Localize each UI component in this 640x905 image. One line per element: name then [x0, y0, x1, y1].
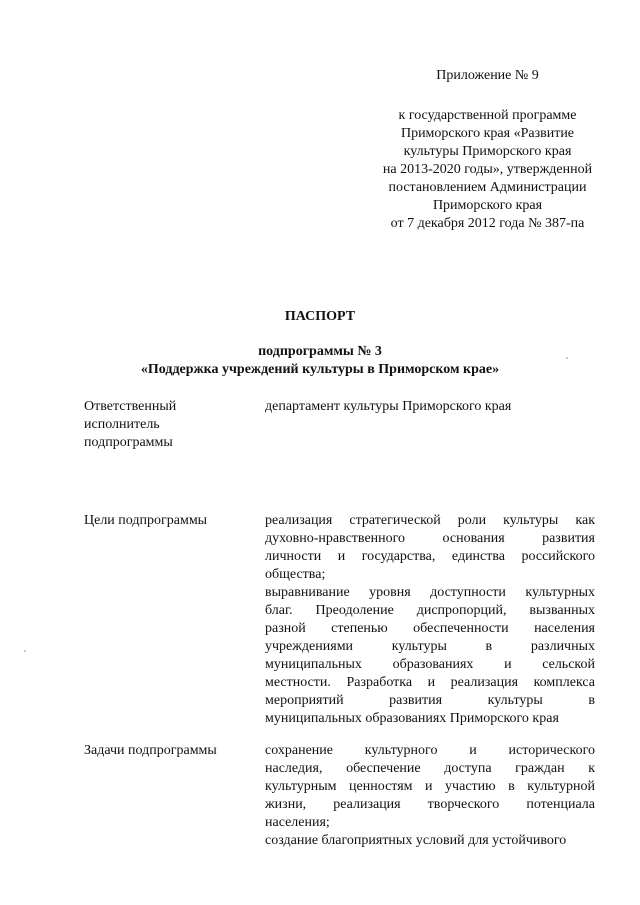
appendix-line: к государственной программе: [398, 108, 577, 123]
appendix-title: Приложение № 9: [436, 68, 539, 83]
subprogram-title: [0, 343, 640, 379]
passport-title: ПАСПОРТ: [284, 309, 356, 324]
row-label-line: Цели подпрограммы: [84, 513, 208, 528]
row-value-line: личности и государства, единства российского: [265, 549, 595, 564]
scan-speck: [24, 650, 26, 652]
row-value-line: благ. Преодоление диспропорций, вызванных: [265, 603, 595, 618]
row-label-tasks: [84, 742, 234, 760]
row-value-goals: [265, 512, 595, 728]
row-value-line: муниципальных образованиях Приморского края: [265, 711, 559, 726]
row-label-goals: [84, 512, 234, 530]
appendix-line: Приморского края «Развитие: [400, 126, 575, 141]
appendix-reference: [360, 107, 615, 233]
row-value-line: учреждениями культуры в различных: [265, 639, 595, 654]
row-value-line: сохранение культурного и исторического: [265, 743, 595, 758]
row-value-line: общества;: [265, 567, 326, 582]
subprogram-number: подпрограммы № 3: [258, 344, 382, 359]
row-value-line: жизни, реализация творческого потенциала: [265, 797, 595, 812]
row-value-line: местности. Разработка и реализация комплекса: [265, 675, 595, 690]
row-value-responsible: [265, 398, 595, 416]
subprogram-name: «Поддержка учреждений культуры в Приморском крае»: [140, 362, 500, 377]
row-value-line: наследия, обеспечение доступа граждан к: [265, 761, 595, 776]
row-label-responsible: [84, 398, 234, 452]
row-label-line: Ответственный: [84, 399, 177, 414]
appendix-line: на 2013-2020 годы», утвержденной: [382, 162, 593, 177]
row-value-line: культурным ценностям и участию в культурной: [265, 779, 595, 794]
row-value-line: населения;: [265, 815, 330, 830]
row-value-line: разной степенью обеспеченности населения: [265, 621, 595, 636]
row-value-line: духовно-нравственного основания развития: [265, 531, 595, 546]
row-value-line: реализация стратегической роли культуры как: [265, 513, 595, 528]
row-label-line: исполнитель: [84, 417, 160, 432]
row-value-line: муниципальных образованиях и сельской: [265, 657, 595, 672]
appendix-line: от 7 декабря 2012 года № 387-па: [390, 216, 585, 231]
row-value-line: выравнивание уровня доступности культурных: [265, 585, 595, 600]
row-value-line: мероприятий развития культуры в: [265, 693, 595, 708]
row-value-line: создание благоприятных условий для устойчивого: [265, 833, 567, 848]
appendix-line: Приморского края: [432, 198, 543, 213]
appendix-line: культуры Приморского края: [403, 144, 572, 159]
row-value-tasks: [265, 742, 595, 850]
scan-speck: [566, 357, 568, 359]
row-label-line: подпрограммы: [84, 435, 173, 450]
appendix-line: постановлением Администрации: [388, 180, 587, 195]
row-label-line: Задачи подпрограммы: [84, 743, 217, 758]
row-value-line: департамент культуры Приморского края: [265, 399, 512, 414]
